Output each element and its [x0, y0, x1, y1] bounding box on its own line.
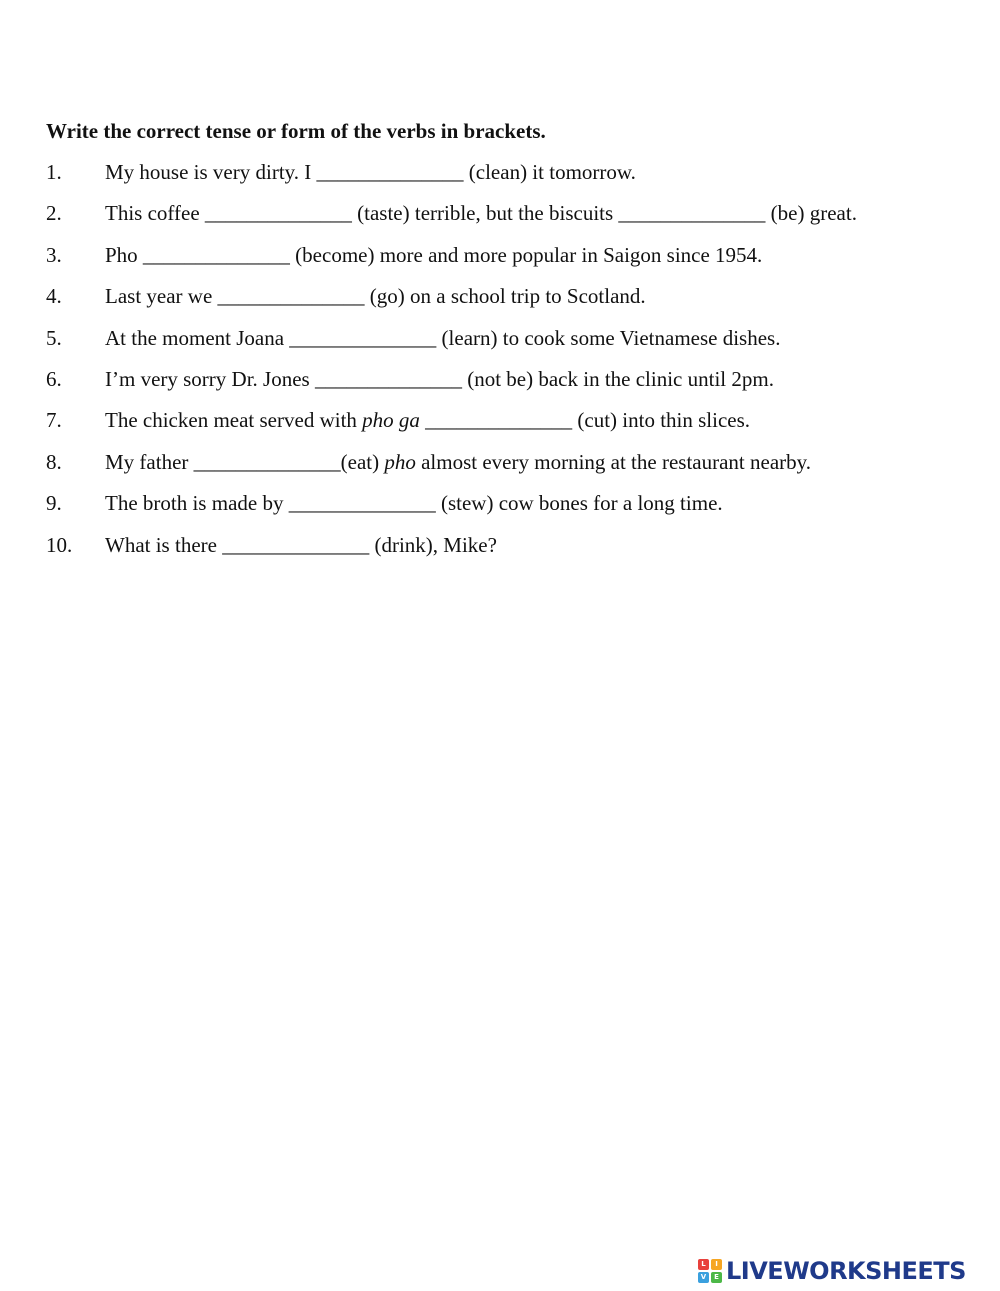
text-segment: My house is very dirty. I ______________ (clean) it tomorrow. — [105, 160, 636, 184]
item-text — [105, 486, 723, 520]
item-text — [105, 279, 646, 313]
text-segment: I’m very sorry Dr. Jones ______________ (not be) back in the clinic until 2pm. — [105, 366, 774, 391]
item-number: 8. — [46, 449, 62, 474]
text-segment: This coffee ______________ (taste) terrible, but the biscuits ______________ (be) great. — [105, 201, 857, 226]
item-text — [105, 155, 636, 189]
exercise-list — [46, 155, 966, 569]
item-text — [105, 196, 857, 230]
worksheet — [46, 114, 966, 569]
italic-term: pho ga — [362, 408, 420, 433]
logo-mark-square: I — [711, 1259, 722, 1270]
exercise-item — [46, 279, 966, 320]
exercise-item — [46, 321, 966, 362]
item-number: 9. — [46, 491, 62, 516]
text-segment: What is there ______________ (drink), Mike? — [105, 532, 497, 557]
liveworksheets-logo — [698, 1256, 966, 1286]
exercise-item — [46, 445, 966, 486]
exercise-item — [46, 155, 966, 196]
exercise-item — [46, 486, 966, 527]
item-text — [105, 445, 811, 479]
item-number: 3. — [46, 242, 62, 267]
text-segment: The broth is made by ______________ (stew) cow bones for a long time. — [105, 491, 723, 516]
italic-term: pho — [384, 449, 416, 474]
item-number: 6. — [46, 366, 62, 391]
exercise-item — [46, 196, 966, 237]
text-segment: Last year we ______________ (go) on a school trip to Scotland. — [105, 284, 646, 309]
logo-text: LIVEWORKSHEETS — [726, 1257, 966, 1285]
logo-mark-square: L — [698, 1259, 709, 1270]
item-text — [105, 238, 762, 272]
text-segment: almost every morning at the restaurant nearby. — [415, 449, 812, 474]
exercise-item — [46, 528, 966, 569]
logo-mark-square: E — [711, 1272, 722, 1283]
text-segment: ______________ (cut) into thin slices. — [419, 408, 751, 433]
item-number: 5. — [46, 325, 62, 350]
item-text — [105, 362, 774, 396]
item-number: 7. — [46, 408, 62, 433]
exercise-item — [46, 238, 966, 279]
text-segment: My father ______________(eat) — [105, 449, 385, 474]
exercise-item — [46, 403, 966, 444]
logo-mark-square: V — [698, 1272, 709, 1283]
exercise-item — [46, 362, 966, 403]
item-text — [105, 528, 497, 562]
instruction-heading: Write the correct tense or form of the verbs in brackets. — [46, 119, 546, 143]
logo-mark-icon — [698, 1259, 722, 1283]
item-number: 1. — [46, 160, 62, 184]
text-segment: At the moment Joana ______________ (learn) to cook some Vietnamese dishes. — [105, 325, 781, 350]
text-segment: The chicken meat served with — [105, 408, 363, 433]
item-number: 4. — [46, 284, 62, 309]
item-text — [105, 403, 750, 437]
item-number: 10. — [46, 532, 73, 557]
item-text — [105, 321, 780, 355]
item-number: 2. — [46, 201, 62, 226]
text-segment: Pho ______________ (become) more and more popular in Saigon since 1954. — [105, 242, 763, 267]
